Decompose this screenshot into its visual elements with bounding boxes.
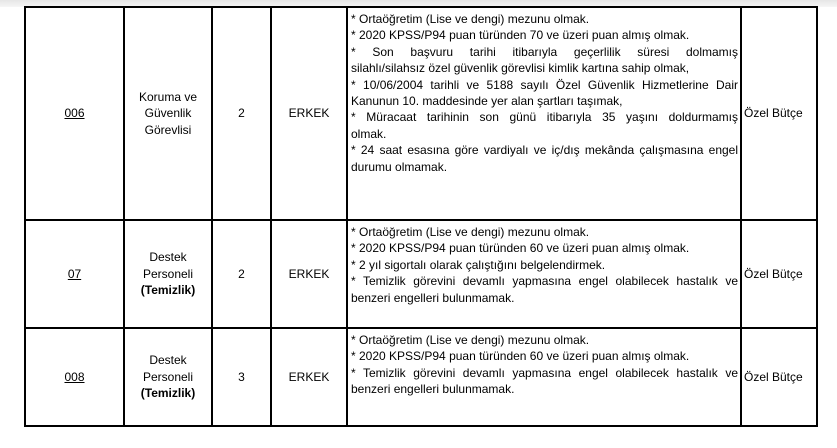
requirement-line: * Ortaöğretim (Lise ve dengi) mezunu olmak. xyxy=(351,333,590,347)
position-count-cell: 2 xyxy=(212,7,271,220)
position-title-bold: (Temizlik) xyxy=(140,386,196,401)
position-title-bold: (Temizlik) xyxy=(140,283,196,298)
requirements-list xyxy=(351,329,738,398)
position-title-line: Görevlisi xyxy=(144,122,192,137)
requirement-line: Kanunun 10. maddesinde yer alan şartları taşımak, xyxy=(351,94,623,109)
position-title-cell xyxy=(124,328,212,426)
requirements-cell xyxy=(347,328,741,426)
position-title-line: Personeli xyxy=(142,266,194,281)
requirement-line: * Ortaöğretim (Lise ve dengi) mezunu olmak. xyxy=(351,225,590,239)
position-count-cell: 2 xyxy=(212,220,271,328)
requirement-line: * 24 saat esasına göre vardiyalı ve iç/dış mekânda çalışmasına engel xyxy=(351,143,738,158)
gender-cell: ERKEK xyxy=(271,328,347,426)
position-code-cell xyxy=(25,328,124,426)
position-count-cell: 3 xyxy=(212,328,271,426)
requirement-line: * Son başvuru tarihi itibarıyla geçerlilik süresi dolmamış xyxy=(351,44,738,59)
position-code-link[interactable]: 006 xyxy=(64,106,85,121)
position-title-line: Personeli xyxy=(142,369,194,384)
requirement-line: * 10/06/2004 tarihli ve 5188 sayılı Özel Güvenlik Hizmetlerine Dair xyxy=(351,77,738,92)
position-title-line: Destek xyxy=(149,353,187,368)
requirements-list xyxy=(351,8,738,175)
requirement-line: olmak. xyxy=(351,126,387,141)
requirement-line: * Ortaöğretim (Lise ve dengi) mezunu olmak. xyxy=(351,12,590,26)
requirements-cell xyxy=(347,220,741,328)
position-title-line: Güvenlik xyxy=(144,106,192,121)
requirement-line: durumu olmamak. xyxy=(351,159,448,174)
requirement-line: silahlı/silahsız özel güvenlik görevlisi kimlik kartına sahip olmak, xyxy=(351,61,690,76)
budget-cell: Özel Bütçe xyxy=(741,7,817,220)
requirement-line: * Temizlik görevini devamlı yapmasına engel olabilecek hastalık ve xyxy=(351,274,738,289)
requirements-cell xyxy=(347,7,741,220)
position-code-cell xyxy=(25,7,124,220)
budget-cell: Özel Bütçe xyxy=(741,220,817,328)
requirement-line: * 2020 KPSS/P94 puan türünden 60 ve üzeri puan almış olmak. xyxy=(351,241,690,256)
position-code-cell xyxy=(25,220,124,328)
requirement-line: * Müracaat tarihinin son günü itibarıyla 35 yaşını doldurmamış xyxy=(351,110,738,125)
gender-cell: ERKEK xyxy=(271,7,347,220)
table-row xyxy=(25,328,817,426)
requirement-line: * 2 yıl sigortalı olarak çalıştığını belgelendirmek. xyxy=(351,257,606,272)
requirement-line: * 2020 KPSS/P94 puan türünden 70 ve üzeri puan almış olmak. xyxy=(351,28,690,43)
position-title-line: Destek xyxy=(149,250,187,265)
position-title-line: Koruma ve xyxy=(138,89,198,104)
gender-cell: ERKEK xyxy=(271,220,347,328)
requirements-list xyxy=(351,221,738,306)
table-row xyxy=(25,220,817,328)
position-title-cell xyxy=(124,220,212,328)
position-code-link[interactable]: 07 xyxy=(67,266,82,281)
position-code-link[interactable]: 008 xyxy=(64,369,85,384)
requirement-line: benzeri engelleri bulunmamak. xyxy=(351,382,515,397)
table-row xyxy=(25,7,817,220)
job-positions-table xyxy=(24,6,818,427)
requirement-line: * Temizlik görevini devamlı yapmasına engel olabilecek hastalık ve xyxy=(351,365,738,380)
budget-cell: Özel Bütçe xyxy=(741,328,817,426)
requirement-line: benzeri engelleri bulunmamak. xyxy=(351,290,515,305)
requirement-line: * 2020 KPSS/P94 puan türünden 60 ve üzeri puan almış olmak. xyxy=(351,349,690,364)
position-title-cell xyxy=(124,7,212,220)
